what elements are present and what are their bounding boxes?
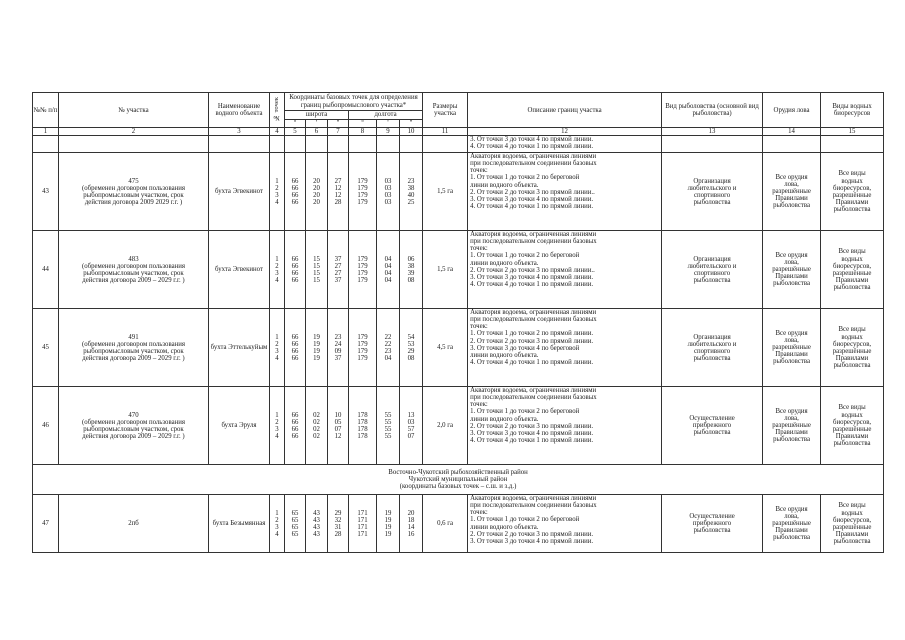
- col-number: 14: [763, 128, 821, 136]
- coord-lat-d: 66 66 66 66: [285, 309, 306, 387]
- table-row: [33, 495, 884, 553]
- coord-lon-s: 20 18 14 16: [400, 495, 423, 553]
- col-number: 13: [662, 128, 763, 136]
- lon-deg-unit: º: [349, 120, 377, 128]
- continuation-row: [33, 136, 884, 153]
- coord-lon-d: 179 179 179 179: [349, 153, 377, 231]
- col-number: 11: [423, 128, 468, 136]
- coord-lon-m: 19 19 19 19: [377, 495, 400, 553]
- site-name: 483 (обременен договором пользования рыбопромысловым участком, срок действия договора 2009 – 2029 г.г. ): [59, 231, 209, 309]
- fishing-type: Организация любительского и спортивного рыболовства: [662, 153, 763, 231]
- coord-pts: 1 2 3 4: [270, 495, 285, 553]
- boundary-description: Акватория водоема, ограниченная линиями при последовательном соединении базовых точек: 1. От точки 1 до точки 2 по береговой линии водного объекта. 2. От точки 2 до точки 3 по прямой линии. 3. От точки 3 до точки 4 по прямой линии. 4. От точки 4 до точки 1 по прямой линии.: [468, 387, 662, 465]
- coord-lon-m: 03 03 03 03: [377, 153, 400, 231]
- coord-lat-d: 66 66 66 66: [285, 153, 306, 231]
- site-size: 2,0 га: [423, 387, 468, 465]
- coord-lon-s: 23 38 40 25: [400, 153, 423, 231]
- coord-lon-m: 22 22 23 04: [377, 309, 400, 387]
- coord-lat-s: 10 05 07 12: [328, 387, 349, 465]
- fishing-gear: Все орудия лова, разрешённые Правилами рыболовства: [763, 153, 821, 231]
- coord-lon-m: 04 04 04 04: [377, 231, 400, 309]
- coord-lat-s: 23 24 09 37: [328, 309, 349, 387]
- header-water-body: Наименование водного объекта: [209, 93, 270, 128]
- fishing-gear: Все орудия лова, разрешённые Правилами рыболовства: [763, 495, 821, 553]
- row-number: 46: [33, 387, 59, 465]
- coord-lon-s: 13 03 57 07: [400, 387, 423, 465]
- header-longitude: долгота: [349, 111, 423, 120]
- fishing-gear: Все орудия лова, разрешённые Правилами рыболовства: [763, 309, 821, 387]
- coord-lon-s: 54 53 29 08: [400, 309, 423, 387]
- coord-lon-m: 55 55 55 55: [377, 387, 400, 465]
- water-body: бухта Эруля: [209, 387, 270, 465]
- row-number: 44: [33, 231, 59, 309]
- coord-lon-d: 178 178 178 178: [349, 387, 377, 465]
- bio-species: Все виды водных биоресурсов, разрешённые Правилами рыболовства: [821, 153, 884, 231]
- site-size: 1,5 га: [423, 231, 468, 309]
- coord-lat-d: 66 66 66 66: [285, 231, 306, 309]
- coord-pts: 1 2 3 4: [270, 231, 285, 309]
- boundary-description: Акватория водоема, ограниченная линиями при последовательном соединении базовых точек: 1. От точки 1 до точки 2 по береговой линии водного объекта. 2. От точки 2 до точки 3 по прямой линии.. 3. От точки 3 до точки 4 по прямой линии. 4. От точки 4 до точки 1 по прямой линии.: [468, 153, 662, 231]
- table-row: [33, 153, 884, 231]
- header-site: № участка: [59, 93, 209, 128]
- header-species: Виды водных биоресурсов: [821, 93, 884, 128]
- site-name: 470 (обременен договором пользования рыбопромысловым участком, срок действия договора 2009 – 2029 г.г. ): [59, 387, 209, 465]
- coord-lat-d: 66 66 66 66: [285, 387, 306, 465]
- header-size: Размеры участка: [423, 93, 468, 128]
- table-row: [33, 231, 884, 309]
- header-points: № точек: [270, 93, 285, 128]
- coord-lat-d: 65 65 65 65: [285, 495, 306, 553]
- col-number: 2: [59, 128, 209, 136]
- coord-pts: 1 2 3 4: [270, 309, 285, 387]
- site-name: 491 (обременен договором пользования рыбопромысловым участком, срок действия договора 2009 – 2029 г.г. ): [59, 309, 209, 387]
- coord-lat-s: 27 12 12 28: [328, 153, 349, 231]
- site-name: 475 (обременен договором пользования рыбопромысловым участком, срок действия договора 2009 2029 г.г. ): [59, 153, 209, 231]
- site-size: 0,6 га: [423, 495, 468, 553]
- water-body: бухта Безымянная: [209, 495, 270, 553]
- section-header-row: [33, 465, 884, 495]
- header-gear: Орудия лова: [763, 93, 821, 128]
- lon-sec-unit: ": [400, 120, 423, 128]
- header-description: Описание границ участка: [468, 93, 662, 128]
- coord-pts: 1 2 3 4: [270, 387, 285, 465]
- coord-lat-m: 02 02 02 02: [306, 387, 328, 465]
- water-body: бухта Эгвекинот: [209, 231, 270, 309]
- bio-species: Все виды водных биоресурсов, разрешённые Правилами рыболовства: [821, 495, 884, 553]
- col-number: 7: [328, 128, 349, 136]
- site-size: 1,5 га: [423, 153, 468, 231]
- row-number: 43: [33, 153, 59, 231]
- col-number: 4: [270, 128, 285, 136]
- col-number: 10: [400, 128, 423, 136]
- fishing-type: Осуществление прибрежного рыболовства: [662, 387, 763, 465]
- coord-lon-d: 179 179 179 179: [349, 309, 377, 387]
- fishing-gear: Все орудия лова, разрешённые Правилами рыболовства: [763, 387, 821, 465]
- section-title: Восточно-Чукотский рыбохозяйственный район Чукотский муниципальный район (координаты базовых точек – с.ш. и з.д.): [33, 465, 884, 495]
- boundary-description: Акватория водоема, ограниченная линиями при последовательном соединении базовых точек: 1. От точки 1 до точки 2 по прямой линии. 2. От точки 2 до точки 3 по прямой линии. 3. От точки 3 до точки 4 по береговой линии водного объекта. 4. От точки 4 до точки 1 по прямой линии.: [468, 309, 662, 387]
- header-coordinates: Координаты базовых точек для определения границ рыбопромыслового участка*: [285, 93, 423, 111]
- col-number: 6: [306, 128, 328, 136]
- lat-deg-unit: º: [285, 120, 306, 128]
- col-number: 5: [285, 128, 306, 136]
- bio-species: Все виды водных биоресурсов, разрешённые Правилами рыболовства: [821, 387, 884, 465]
- fishing-type: Организация любительского и спортивного рыболовства: [662, 231, 763, 309]
- coord-lon-d: 179 179 179 179: [349, 231, 377, 309]
- col-number: 9: [377, 128, 400, 136]
- header-no: №№ п/п: [33, 93, 59, 128]
- coord-lat-m: 20 20 20 20: [306, 153, 328, 231]
- coord-lat-s: 29 32 31 28: [328, 495, 349, 553]
- table-row: [33, 309, 884, 387]
- fishing-gear: Все орудия лова, разрешённые Правилами рыболовства: [763, 231, 821, 309]
- lat-min-unit: ': [306, 120, 328, 128]
- lat-sec-unit: ": [328, 120, 349, 128]
- col-number: 3: [209, 128, 270, 136]
- boundary-description: Акватория водоема, ограниченная линиями при последовательном соединении базовых точек: 1. От точки 1 до точки 2 по береговой линии водного объекта. 2. От точки 2 до точки 3 по прямой линии.. 3. От точки 3 до точки 4 по прямой линии. 4. От точки 4 до точки 1 по прямой линии.: [468, 231, 662, 309]
- lon-min-unit: ': [377, 120, 400, 128]
- bio-species: Все виды водных биоресурсов, разрешённые Правилами рыболовства: [821, 309, 884, 387]
- coord-lon-s: 06 38 39 08: [400, 231, 423, 309]
- site-size: 4,5 га: [423, 309, 468, 387]
- col-number: 12: [468, 128, 662, 136]
- row-number: 45: [33, 309, 59, 387]
- boundary-description: Акватория водоема, ограниченная линиями при последовательном соединении базовых точек: 1. От точки 1 до точки 2 по береговой линии водного объекта. 2. От точки 2 до точки 3 по прямой линии. 3. От точки 3 до точки 4 по прямой линии.: [468, 495, 662, 553]
- fishing-type: Осуществление прибрежного рыболовства: [662, 495, 763, 553]
- table-row: [33, 387, 884, 465]
- header-fishing-type: Вид рыболовства (основной вид рыболовства): [662, 93, 763, 128]
- bio-species: Все виды водных биоресурсов, разрешённые Правилами рыболовства: [821, 231, 884, 309]
- coord-lat-m: 19 19 19 19: [306, 309, 328, 387]
- header-latitude: широта: [285, 111, 349, 120]
- coord-pts: 1 2 3 4: [270, 153, 285, 231]
- water-body: бухта Эгвекинот: [209, 153, 270, 231]
- water-body: бухта Эттелькуйым: [209, 309, 270, 387]
- column-number-row: [33, 128, 884, 136]
- continuation-description: 3. От точки 3 до точки 4 по прямой линии. 4. От точки 4 до точки 1 по прямой линии.: [468, 136, 662, 153]
- coord-lon-d: 171 171 171 171: [349, 495, 377, 553]
- site-name: 2пб: [59, 495, 209, 553]
- col-number: 8: [349, 128, 377, 136]
- coord-lat-m: 15 15 15 15: [306, 231, 328, 309]
- coord-lat-m: 43 43 43 43: [306, 495, 328, 553]
- row-number: 47: [33, 495, 59, 553]
- col-number: 1: [33, 128, 59, 136]
- coord-lat-s: 37 27 27 37: [328, 231, 349, 309]
- fishery-sites-table: [32, 92, 884, 553]
- fishing-type: Организация любительского и спортивного рыболовства: [662, 309, 763, 387]
- col-number: 15: [821, 128, 884, 136]
